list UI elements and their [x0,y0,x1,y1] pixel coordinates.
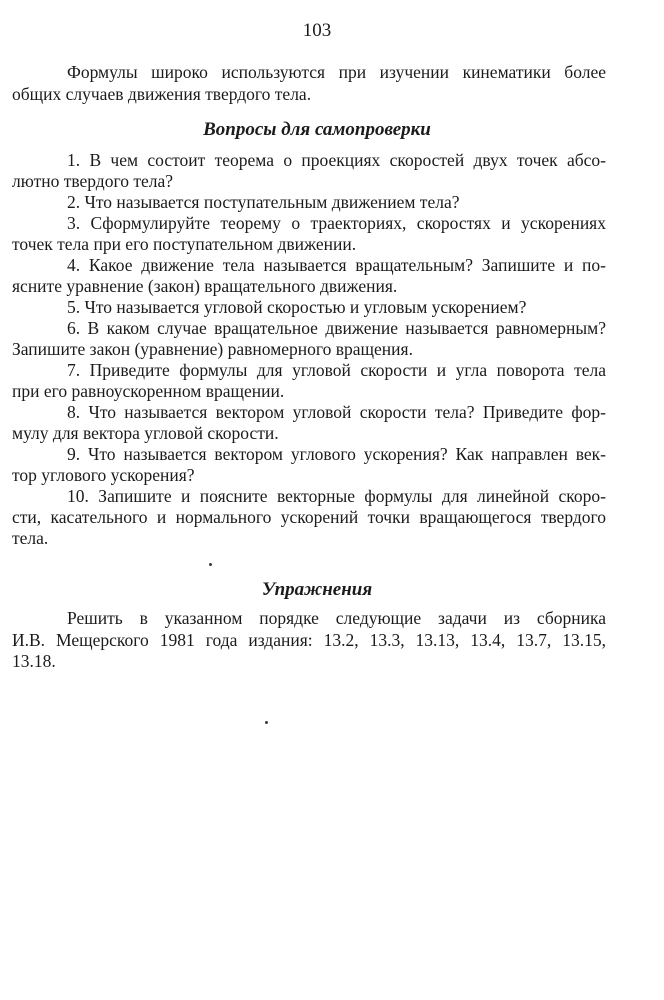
text-line: 5. Что называется угловой скоростью и угловым ускорением? [67,297,527,317]
text-line: при его равноускоренном вращении. [12,381,285,401]
exercises-paragraph [12,608,606,673]
text-line: точек тела при его поступательном движении. [12,234,357,254]
text-line: сти, касательного и нормального ускорений точки вращающегося твердого [12,507,606,527]
text-line: тела. [12,528,49,548]
text-line: тор углового ускорения? [12,465,195,485]
text-line: 9. Что называется вектором углового ускорения? Как направлен век- [67,444,606,464]
text-line: И.В. Мещерского 1981 года издания: 13.2, 13.3, 13.13, 13.4, 13.7, 13.15, [12,629,606,650]
text-line: 2. Что называется поступательным движением тела? [67,192,460,212]
text-line: 3. Сформулируйте теорему о траекториях, скоростях и ускорениях [67,213,606,233]
text-line: Решить в указанном порядке следующие задачи из сборника [67,608,606,628]
scan-artifact-dot [265,721,268,724]
text-line: 4. Какое движение тела называется вращательным? Запишите и по- [67,255,606,275]
text-line: Формулы широко используются при изучении кинематики более [67,62,606,82]
text-line: ясните уравнение (закон) вращательного движения. [12,276,398,296]
text-line: Запишите закон (уравнение) равномерного вращения. [12,339,413,359]
text-line: 10. Запишите и поясните векторные формулы для линейной скоро- [67,486,606,506]
intro-paragraph [12,62,606,105]
text-line: лютно твердого тела? [12,171,174,191]
text-line: 7. Приведите формулы для угловой скорости и угла поворота тела [67,360,606,380]
text-line: 6. В каком случае вращательное движение называется равномерным? [67,318,606,338]
scan-artifact-dot [209,563,212,566]
page-number: 103 [302,20,332,41]
text-line: мулу для вектора угловой скорости. [12,423,279,443]
questions-list [12,150,606,549]
questions-heading: Вопросы для самопроверки [203,119,431,140]
text-line: 1. В чем состоит теорема о проекциях скоростей двух точек абсо- [67,150,606,170]
text-line: общих случаев движения твердого тела. [12,83,312,104]
text-line: 13.18. [12,651,56,671]
text-line: 8. Что называется вектором угловой скорости тела? Приведите фор- [67,402,606,422]
exercises-heading: Упражнения [261,579,373,600]
